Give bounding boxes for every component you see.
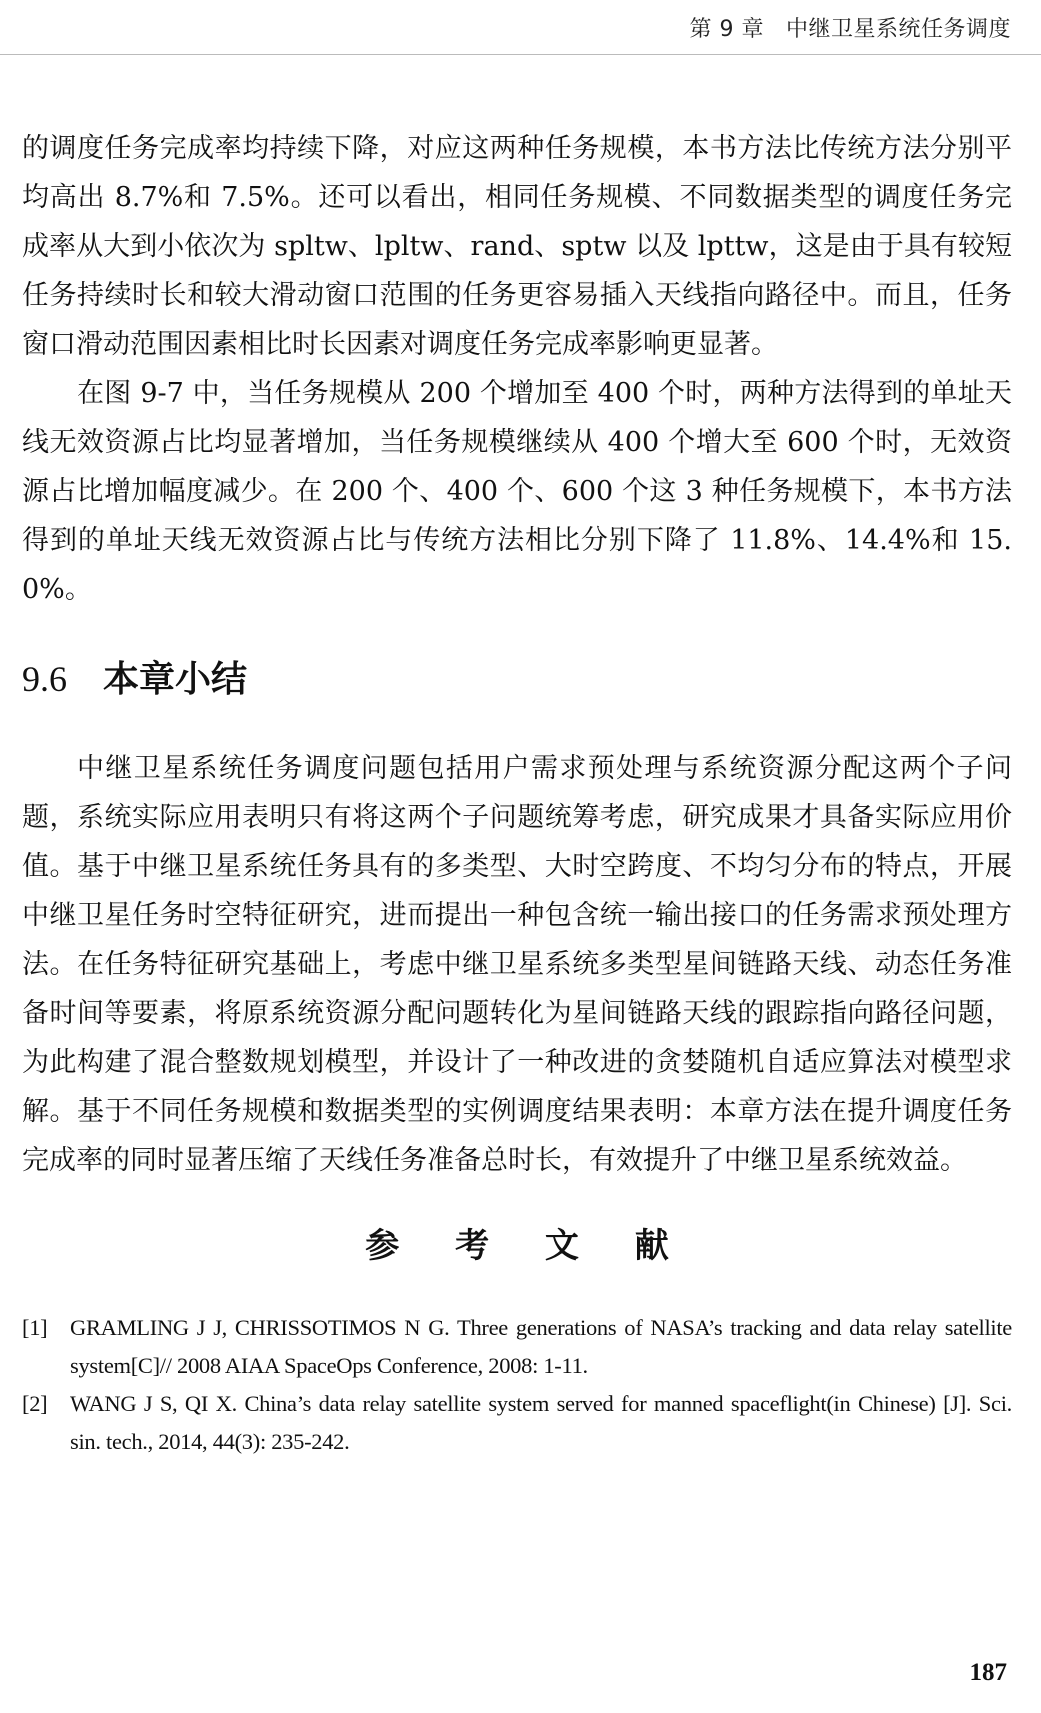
header-divider [0, 54, 1041, 55]
reference-number: [1] [22, 1315, 48, 1340]
reference-text: WANG J S, QI X. China’s data relay satellite system served for manned spaceflight(in Chinese) [J]. Sci. sin. tech., 2014, 44(3): 235-242. [70, 1391, 1012, 1454]
reference-item [22, 1385, 1012, 1461]
section-heading [22, 654, 1012, 704]
running-header [690, 12, 1012, 43]
paragraph-continuation: 的调度任务完成率均持续下降，对应这两种任务规模，本书方法比传统方法分别平均高出 8.7%和 7.5%。还可以看出，相同任务规模、不同数据类型的调度任务完成率从大到小依次为 spltw、lpltw、rand、sptw 以及 lpttw，这是由于具有较短任务持续时长和较大滑动窗口范围的任务更容易插入天线指向路径中。而且，任务窗口滑动范围因素相比时长因素对调度任务完成率影响更显著。 [22, 133, 1012, 360]
paragraph-figure-discussion: 在图 9-7 中，当任务规模从 200 个增加至 400 个时，两种方法得到的单址天线无效资源占比均显著增加，当任务规模继续从 400 个增大至 600 个时，无效资源占比增加幅度减少。在 200 个、400 个、600 个这 3 种任务规模下，本书方法得到的单址天线无效资源占比与传统方法相比分别下降了 11.8%、14.4%和 15.0%。 [22, 378, 1012, 605]
page-number: 187 [969, 1659, 1007, 1686]
chapter-number: 第 9 章 [689, 17, 764, 42]
reference-number: [2] [22, 1391, 48, 1416]
section-summary-paragraph: 中继卫星系统任务调度问题包括用户需求预处理与系统资源分配这两个子问题，系统实际应用表明只有将这两个子问题统筹考虑，研究成果才具备实际应用价值。基于中继卫星系统任务具有的多类型、大时空跨度、不均匀分布的特点，开展中继卫星任务时空特征研究，进而提出一种包含统一输出接口的任务需求预处理方法。在任务特征研究基础上，考虑中继卫星系统多类型星间链路天线、动态任务准备时间等要素，将原系统资源分配问题转化为星间链路天线的跟踪指向路径问题，为此构建了混合整数规划模型，并设计了一种改进的贪婪随机自适应算法对模型求解。基于不同任务规模和数据类型的实例调度结果表明：本章方法在提升调度任务完成率的同时显著压缩了天线任务准备总时长，有效提升了中继卫星系统效益。 [22, 753, 1012, 1176]
reference-item [22, 1309, 1012, 1385]
section-title: 本章小结 [103, 658, 248, 700]
page-body [22, 124, 1012, 1461]
reference-list [22, 1309, 1012, 1461]
references-heading: 参 考 文 献 [365, 1226, 691, 1266]
section-number: 9.6 [22, 659, 67, 699]
chapter-title: 中继卫星系统任务调度 [785, 17, 1011, 42]
reference-text: GRAMLING J J, CHRISSOTIMOS N G. Three generations of NASA’s tracking and data relay satellite system[C]// 2008 AIAA SpaceOps Conference, 2008: 1-11. [70, 1315, 1012, 1378]
